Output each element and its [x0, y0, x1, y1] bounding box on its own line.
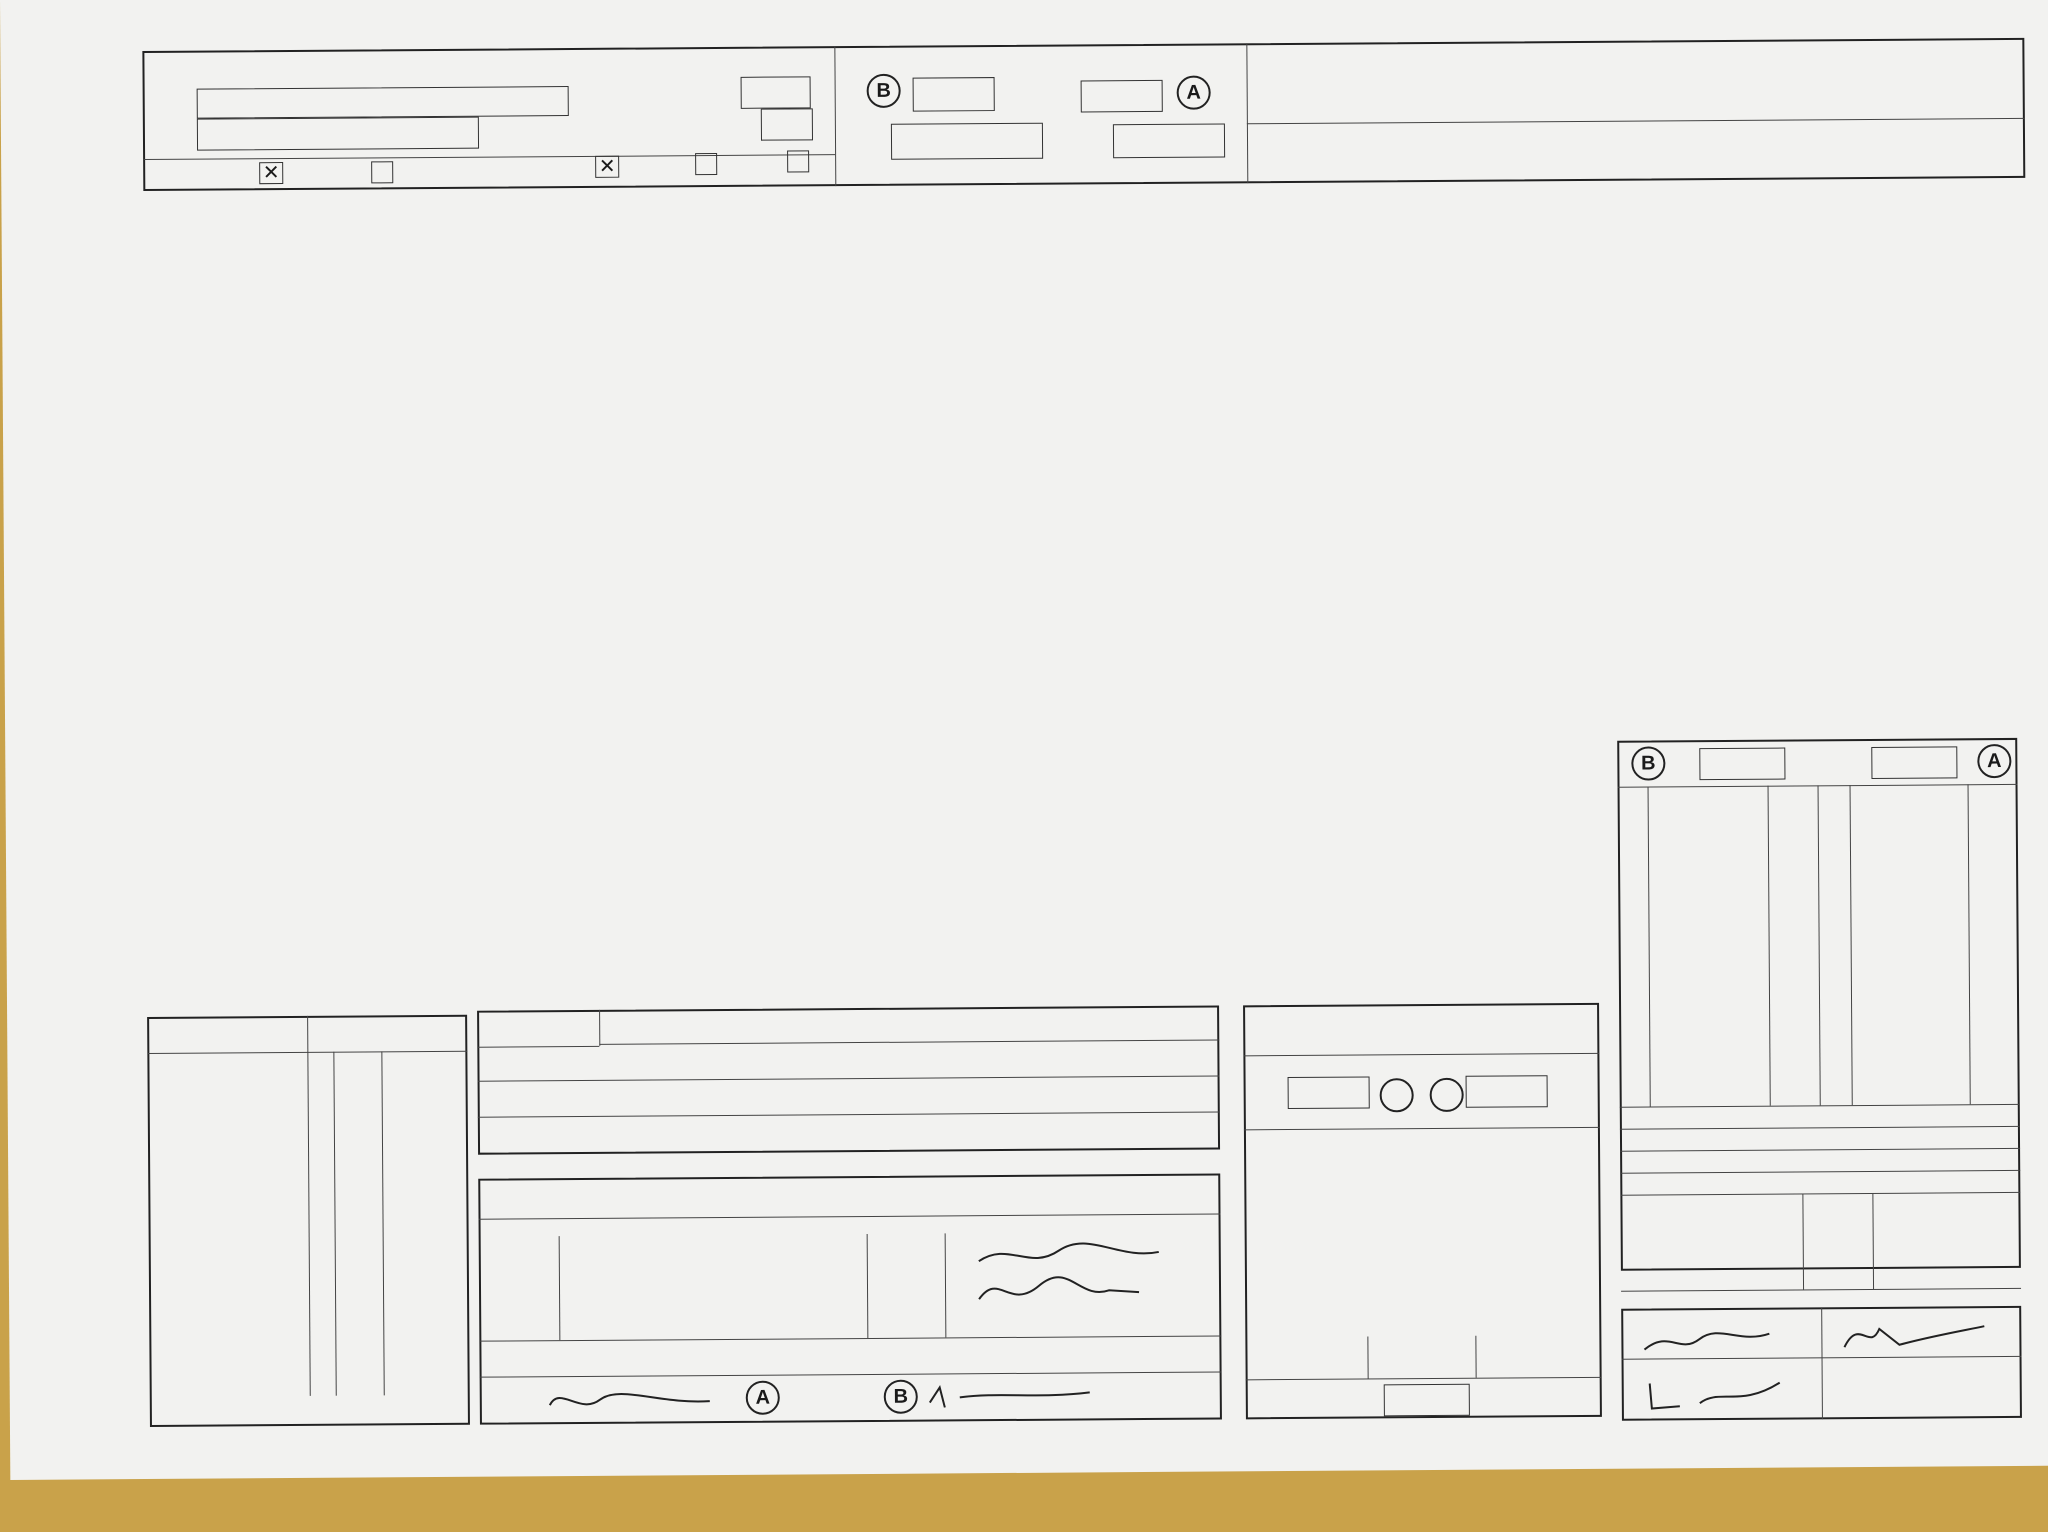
roster-b-circle: B: [1631, 746, 1665, 780]
senior-checkbox[interactable]: ✕: [595, 156, 619, 178]
referee-signatures: [969, 1240, 1170, 1321]
captains-a-circle: A: [746, 1381, 780, 1415]
captain-b-signature: [920, 1376, 1100, 1417]
captain-signature-right: [1839, 1316, 1989, 1355]
captain-signature-left: [1639, 1324, 1779, 1359]
results-b-circle: [1430, 1078, 1464, 1112]
desk-background: [0, 1480, 2048, 1532]
women-checkbox[interactable]: [371, 161, 393, 183]
results-a-circle: [1380, 1078, 1414, 1112]
results-block: [1243, 1003, 1602, 1419]
team-a-circle: A: [1177, 76, 1211, 110]
captains-b-circle: B: [884, 1380, 918, 1414]
team-b-circle: B: [867, 74, 901, 108]
men-checkbox[interactable]: ✕: [259, 162, 283, 184]
captain-a-signature: [540, 1379, 720, 1420]
junior-checkbox[interactable]: [695, 153, 717, 175]
youth-checkbox[interactable]: [787, 150, 809, 172]
coach-signature-left: [1640, 1378, 1790, 1413]
roster-a-circle: A: [1977, 744, 2011, 778]
